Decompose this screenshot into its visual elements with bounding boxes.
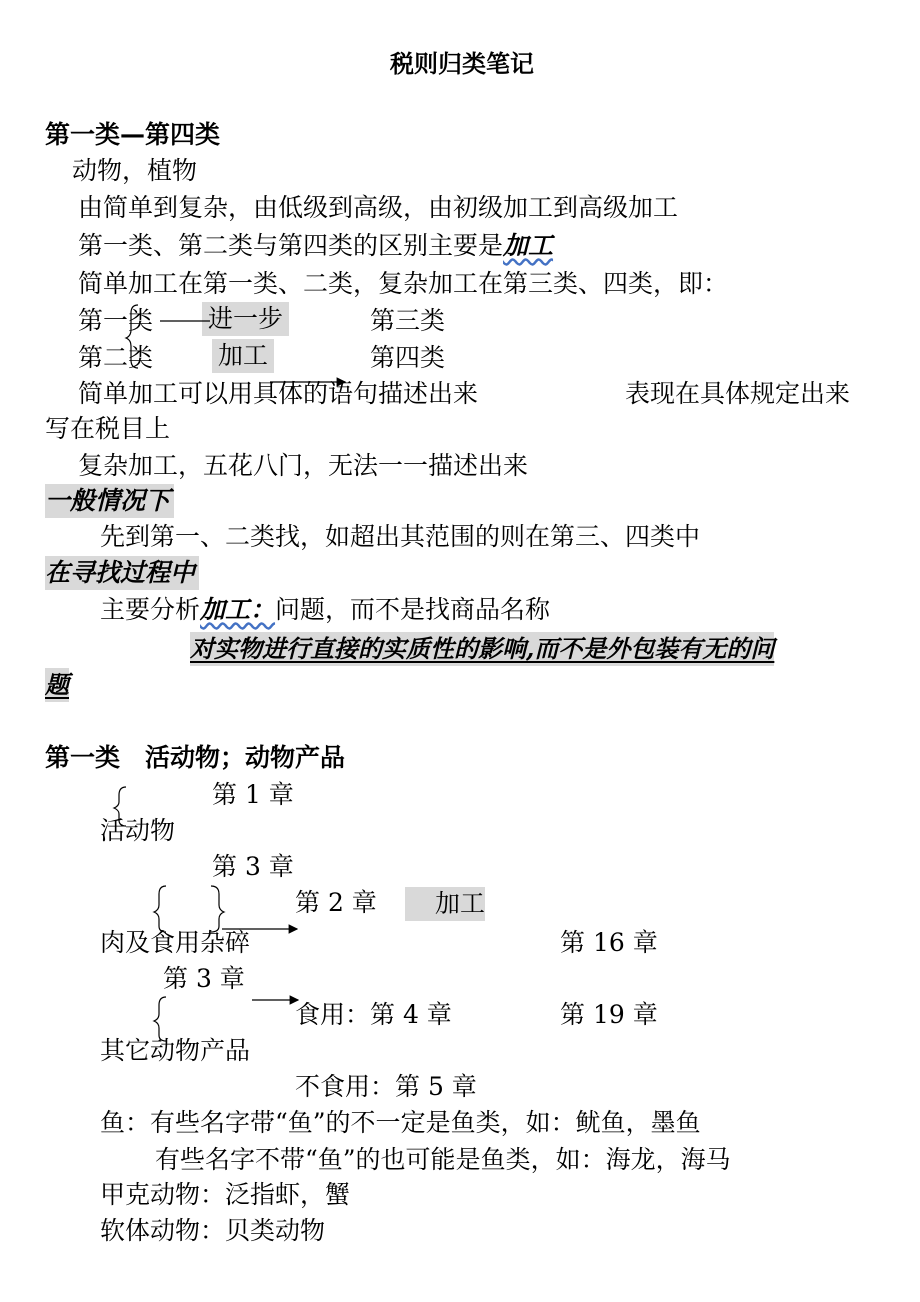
- category-label: 肉及食用杂碎: [100, 928, 251, 957]
- text-line: 软体动物：贝类动物: [100, 1216, 326, 1245]
- text-segment: 问题，而不是找商品名称: [275, 595, 551, 624]
- chapter-label: 第 2 章: [295, 888, 377, 917]
- text-line: 由简单到复杂，由低级到高级，由初级加工到高级加工: [78, 193, 679, 222]
- bracket-brace: [154, 886, 166, 932]
- highlight-text: 进一步: [202, 302, 289, 336]
- bracket-brace: [126, 305, 138, 368]
- text-line: 复杂加工，五花八门，无法一一描述出来: [78, 451, 529, 480]
- text-line: 鱼：有些名字带“鱼”的不一定是鱼类，如：鱿鱼，墨鱼: [100, 1108, 701, 1137]
- note-highlight: 对实物进行直接的实质性的影响,而不是外包装有无的问: [190, 632, 774, 666]
- section-heading-2: 第一类 活动物；动物产品: [45, 743, 346, 772]
- text-line: 第三类: [370, 306, 446, 335]
- text-line: 简单加工在第一类、二类，复杂加工在第三类、四类，即：: [78, 269, 729, 298]
- text-line: 第二类: [78, 343, 154, 372]
- subheading-highlight: 一般情况下: [45, 484, 174, 518]
- text-segment: 第一类、第二类与第四类的区别主要是: [78, 231, 504, 260]
- section-heading-1: 第一类—第四类: [45, 120, 221, 149]
- category-label: 其它动物产品: [100, 1036, 251, 1065]
- bracket-brace: [154, 997, 166, 1041]
- subheading-highlight: 在寻找过程中: [45, 556, 199, 590]
- emphasis-text: 加工: [503, 231, 554, 260]
- highlight-text: 加工: [405, 887, 485, 921]
- text-line: 写在税目上: [45, 414, 171, 443]
- text-line: 有些名字不带“鱼”的也可能是鱼类，如：海龙，海马: [155, 1145, 731, 1174]
- chapter-label: 不食用：第 5 章: [295, 1072, 477, 1101]
- chapter-label: 第 19 章: [560, 1000, 658, 1029]
- chapter-label: 第 16 章: [560, 928, 658, 957]
- chapter-label: 食用：第 4 章: [295, 1000, 452, 1029]
- text-line: 简单加工可以用具体的语句描述出来: [78, 379, 479, 408]
- text-line: 动物，植物: [72, 156, 198, 185]
- bracket-brace: [211, 886, 224, 932]
- text-segment: 主要分析: [100, 595, 201, 624]
- chapter-label: 第 3 章: [163, 964, 245, 993]
- highlight-text: 加工: [212, 339, 274, 373]
- text-line: 表现在具体规定出来: [625, 379, 851, 408]
- text-line: 先到第一、二类找，如超出其范围的则在第三、四类中: [100, 522, 701, 551]
- bracket-brace: [114, 787, 126, 826]
- chapter-label: 第 3 章: [212, 852, 294, 881]
- text-line: 第一类: [78, 306, 154, 335]
- page-title: 税则归类笔记: [390, 50, 534, 78]
- text-line: 甲克动物：泛指虾，蟹: [100, 1180, 351, 1209]
- note-highlight: 题: [45, 668, 69, 702]
- chapter-label: 第 1 章: [212, 780, 294, 809]
- emphasis-text: 加工：: [200, 595, 276, 624]
- category-label: 活动物: [100, 816, 176, 845]
- text-line: 第四类: [370, 343, 446, 372]
